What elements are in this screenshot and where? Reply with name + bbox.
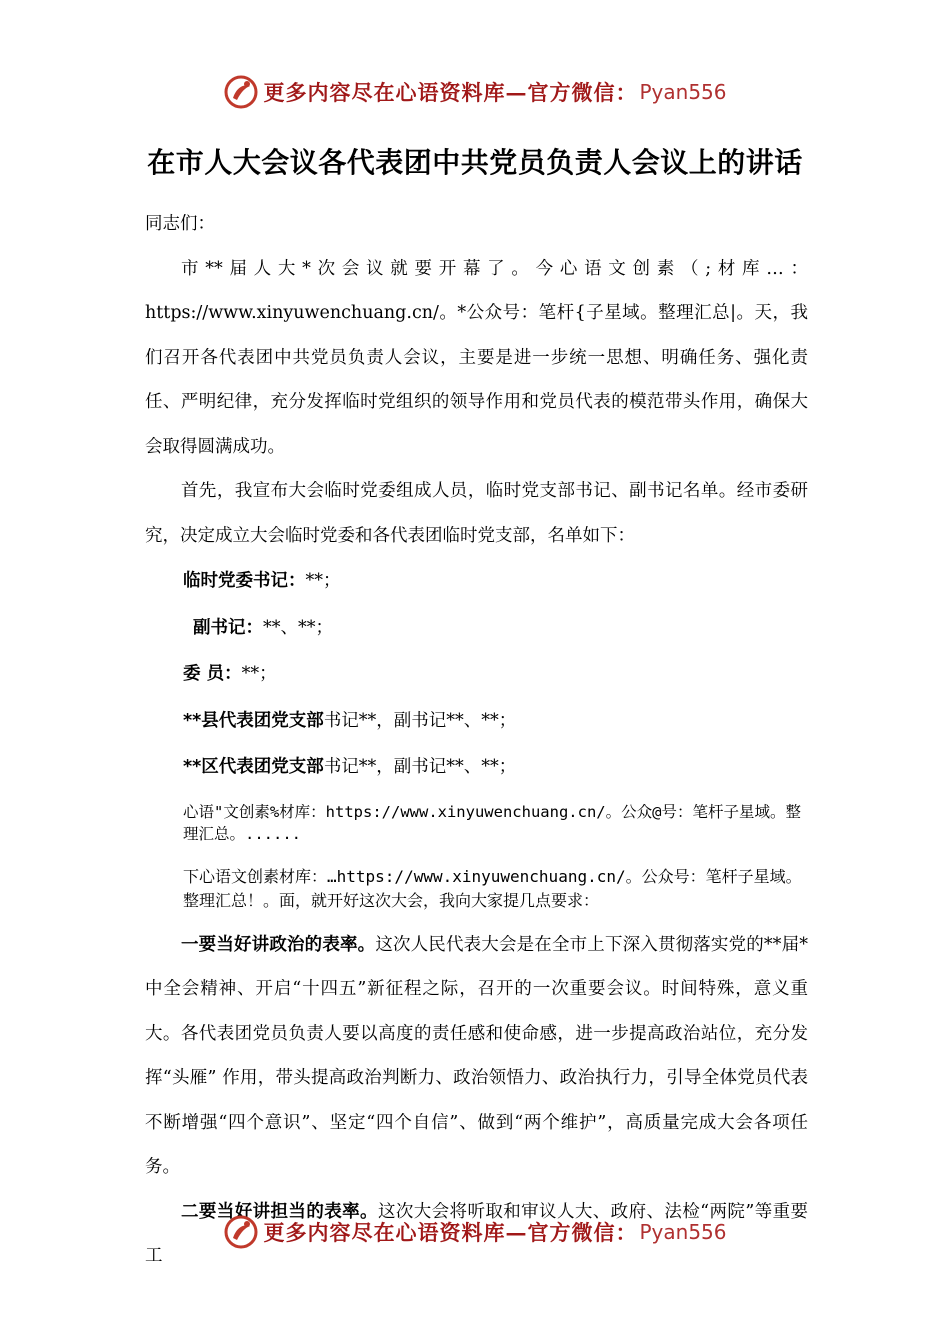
note-2: 下心语文创素材库：…https://www.xinyuwenchuang.cn/。公众号：笔杆子星域。整理汇总！。面，就开好这次大会，我向大家提几点要求： [183,866,802,910]
banner-text: 更多内容尽在心语资料库—官方微信： [263,80,638,105]
list-value: **； [241,664,277,684]
banner-wechat-id: Pyan556 [639,80,727,104]
footer-banner [0,1212,950,1252]
list-item [145,605,808,652]
list-value: **； [305,571,341,591]
xinyu-logo-icon [223,1214,259,1250]
page-title: 在市人大会议各代表团中共党员负责人会议上的讲话 [147,146,803,179]
requirement-1 [145,923,808,1190]
requirement-1-body: 这次人民代表大会是在全市上下深入贯彻落实党的**届*中全会精神、开启“十四五”新征程之际，召开的一次重要会议。时间特殊，意义重大。各代表团党员负责人要以高度的责任感和使命感，进一步提高政治站位，充分发挥“头雁” 作用，带头提高政治判断力、政治领悟力、政治执行力，引导全体党员代表不断增强“四个意识”、坚定“四个自信”、做到“两个维护”，高质量完成大会各项任务。 [145,934,809,1177]
list-value: 书记**，副书记**、**； [323,757,517,777]
list-item [145,744,808,791]
list-label: 临时党委书记： [183,571,306,591]
paragraph-2: 首先，我宣布大会临时党委组成人员，临时党支部书记、副书记名单。经市委研究，决定成立大会临时党委和各代表团临时党支部，名单如下： [145,481,808,546]
list-item [145,651,808,698]
salutation: 同志们： [145,214,215,234]
banner-wechat-id: Pyan556 [639,1220,727,1244]
list-item [145,698,808,745]
list-value: 书记**，副书记**、**； [323,710,517,731]
list-label: **县代表团党支部 [183,710,324,731]
requirement-2-body: 这次大会将听取和审议人大、政府、法检“两院”等重要工 [145,1201,808,1266]
note-1: 心语"文创素%材库：https://www.xinyuwenchuang.cn/。公众@号：笔杆子星域。整理汇总。...... [183,802,801,843]
header-banner [0,72,950,112]
list-label: **区代表团党支部 [183,757,324,777]
list-value: **、**； [263,617,333,638]
requirement-2-heading: 二要当好讲担当的表率。 [181,1201,378,1222]
list-label: 委 员： [183,664,242,684]
paragraph-1: 市**届人大*次会议就要开幕了。今心语文创素（;材库…：https://www.xinyuwenchuang.cn/。*公众号：笔杆{子星域。整理汇总|。天，我们召开各代表团中共党员负责人会议，主要是进一步统一思想、明确任务、强化责任、严明纪律，充分发挥临时党组织的领导作用和党员代表的模范带头作用，确保大会取得圆满成功。 [145,258,808,457]
document-body [145,202,808,1279]
requirement-1-heading: 一要当好讲政治的表率。 [181,934,376,955]
banner-text: 更多内容尽在心语资料库—官方微信： [263,1220,638,1245]
list-item [145,558,808,605]
xinyu-logo-icon [223,74,259,110]
list-label: 副书记： [193,617,263,638]
